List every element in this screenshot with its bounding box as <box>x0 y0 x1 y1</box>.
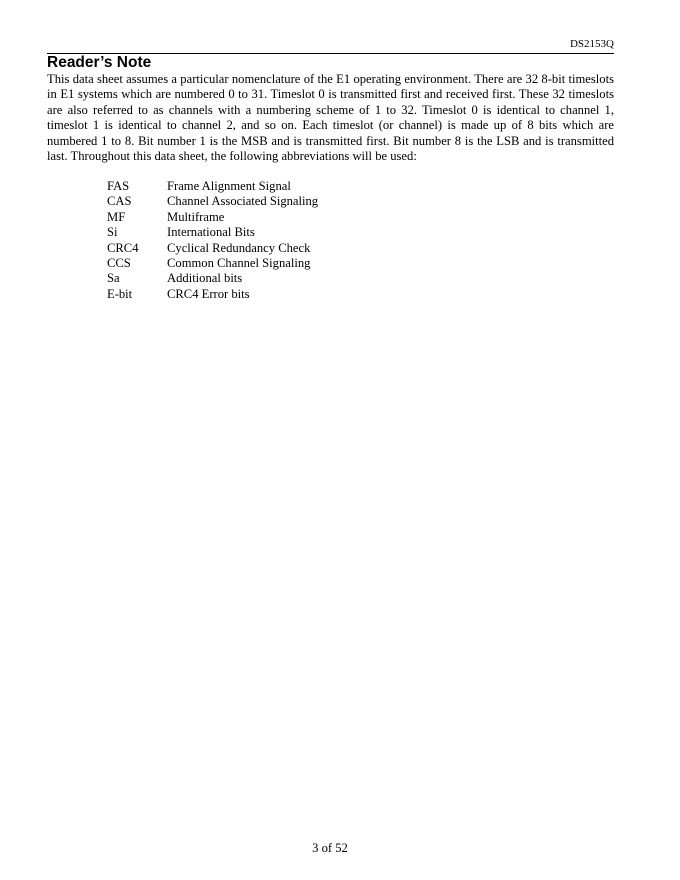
abbreviation-term: CRC4 <box>107 240 139 255</box>
abbreviation-row <box>107 210 318 225</box>
abbreviation-definition: Cyclical Redundancy Check <box>167 240 311 255</box>
abbreviation-row <box>107 256 318 271</box>
abbreviation-definition: Frame Alignment Signal <box>167 179 291 193</box>
document-id: DS2153Q <box>569 38 614 50</box>
abbreviation-row <box>107 287 318 302</box>
abbreviation-term: CCS <box>107 256 131 271</box>
abbreviation-definition: CRC4 Error bits <box>167 286 250 301</box>
abbreviation-term: MF <box>107 209 126 224</box>
abbreviation-term: E-bit <box>107 286 133 301</box>
body-paragraph: This data sheet assumes a particular nomenclature of the E1 operating environment. There are 32 8-bit timeslots in E1 systems which are numbered 0 to 31. Timeslot 0 is transmitted first and received first. These 32 timeslots are also referred to as channels with a numbering scheme of 1 to 32. Timeslot 0 is identical to channel 1, timeslot 1 is identical to channel 2, and so on. Each timeslot (or channel) is made up of 8 bits which are numbered 1 to 8. Bit number 1 is the MSB and is transmitted first. Bit number 8 is the LSB and is transmitted last. Throughout this data sheet, the following abbreviations will be used: <box>47 72 614 164</box>
abbreviation-row <box>107 271 318 286</box>
abbreviation-term: CAS <box>107 194 132 209</box>
abbreviation-definition: Multiframe <box>167 209 225 224</box>
abbreviation-row <box>107 225 318 240</box>
page-number: 3 of 52 <box>312 841 348 855</box>
abbreviation-definition: Common Channel Signaling <box>167 256 311 271</box>
abbreviation-term: Sa <box>107 271 120 286</box>
abbreviation-list <box>107 179 318 302</box>
abbreviation-term: Si <box>107 225 118 240</box>
abbreviation-definition: International Bits <box>167 225 255 240</box>
abbreviation-row <box>107 241 318 256</box>
abbreviation-definition: Channel Associated Signaling <box>167 194 319 209</box>
abbreviation-row <box>107 194 318 209</box>
section-title: Reader’s Note <box>47 54 152 71</box>
abbreviation-term: FAS <box>107 179 130 193</box>
abbreviation-definition: Additional bits <box>167 271 243 286</box>
abbreviation-row <box>107 179 318 194</box>
